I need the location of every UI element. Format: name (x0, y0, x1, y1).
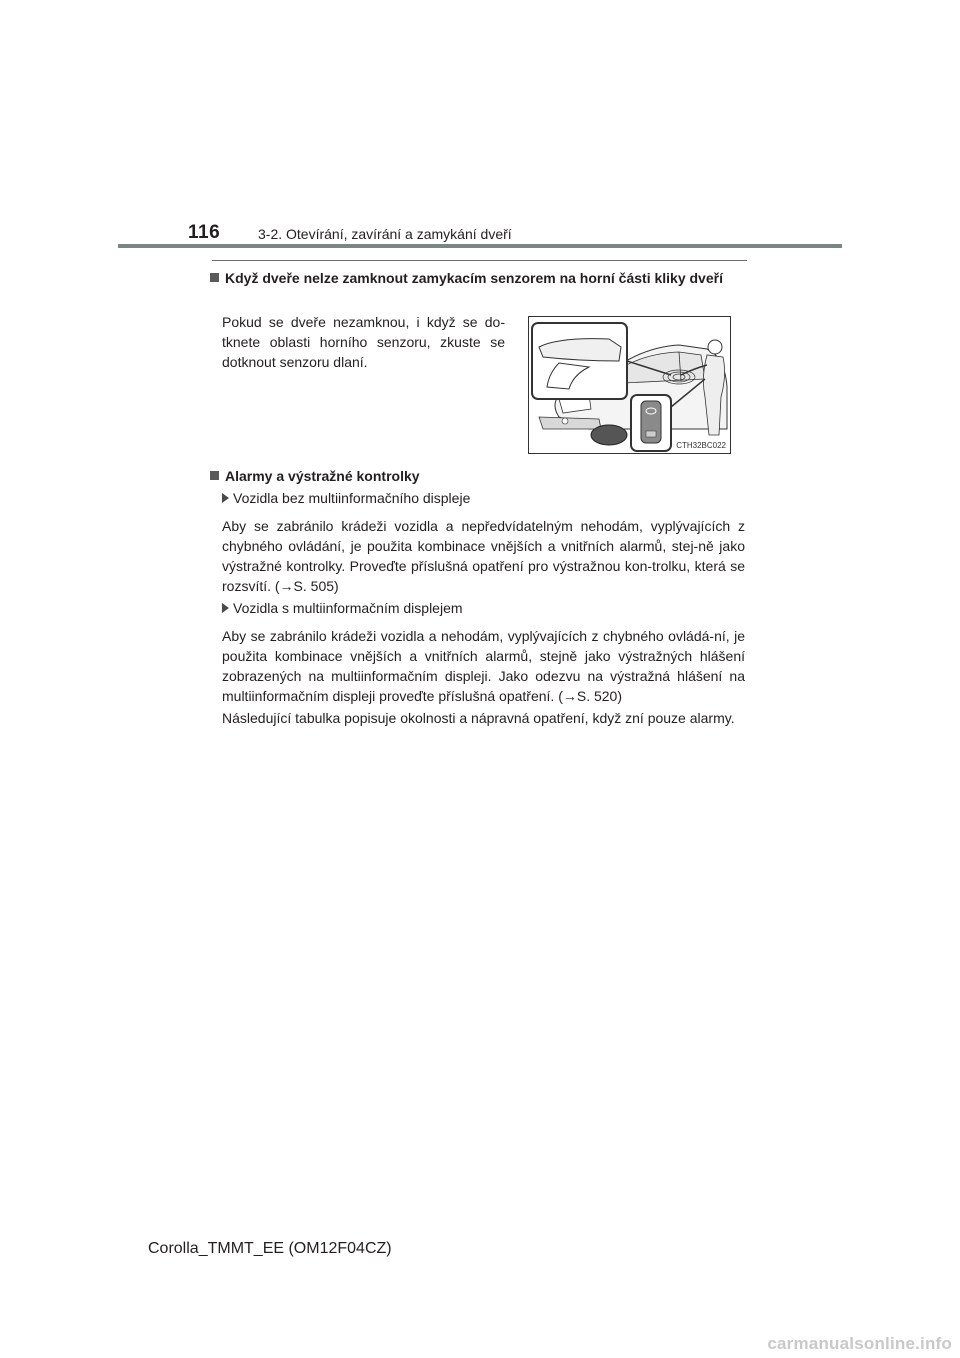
car-door-sensor-illustration (529, 317, 731, 454)
figure-code: CTH32BC022 (676, 441, 726, 450)
section2-heading-text: Alarmy a výstražné kontrolky (225, 468, 420, 484)
bullet-no-display (222, 488, 470, 508)
paragraph-no-display: Aby se zabránilo krádeži vozidla a nepředvídatelným nehodám, vyplývajících z chybného ovládání, je použita kombinace vnějších a vnitřních alarmů, stej-ně jako výstražné kontrolky. Proveďte příslušná opatření pro výstražnou kon-trolku, která se rozsvítí. (→S. 505) (222, 518, 745, 594)
square-bullet-icon (210, 471, 219, 480)
header-rule (118, 244, 842, 248)
watermark: carmanualsonline.info (767, 1334, 952, 1353)
page-number: 116 (188, 222, 221, 243)
bullet-with-display-text: Vozidla s multiinformačním displejem (233, 600, 463, 616)
section1-heading-text: Když dveře nelze zamknout zamykacím senzorem na horní části kliky dveří (225, 270, 723, 286)
paragraph-table-intro: Následující tabulka popisuje okolnosti a nápravná opatření, když zní pouze alarmy. (222, 710, 735, 726)
section-divider (212, 260, 747, 261)
triangle-bullet-icon (222, 493, 229, 503)
section1-text: Pokud se dveře nezamknou, i když se do-tknete oblasti horního senzoru, zkuste se dotknout senzoru dlaní. (222, 314, 505, 370)
paragraph-with-display: Aby se zabránilo krádeži vozidla a nehodám, vyplývajících z chybného ovládá-ní, je použita kombinace vnějších a vnitřních alarmů, stejně jako výstražných hlášení zobrazených na multiinformačním displeji. Jako odezvu na výstražná hlášení na multiinformačním displeji proveďte příslušná opatření. (→S. 520) (222, 628, 745, 704)
door-sensor-figure (528, 316, 731, 454)
footer-model: Corolla_TMMT_EE (OM12F04CZ) (148, 1240, 392, 1257)
chapter-title: 3-2. Otevírání, zavírání a zamykání dveří (258, 226, 512, 242)
square-bullet-icon (210, 273, 219, 282)
triangle-bullet-icon (222, 603, 229, 613)
section2-heading (210, 466, 750, 486)
bullet-no-display-text: Vozidla bez multiinformačního displeje (233, 490, 471, 506)
bullet-with-display (222, 598, 463, 618)
section1-heading (210, 268, 750, 288)
